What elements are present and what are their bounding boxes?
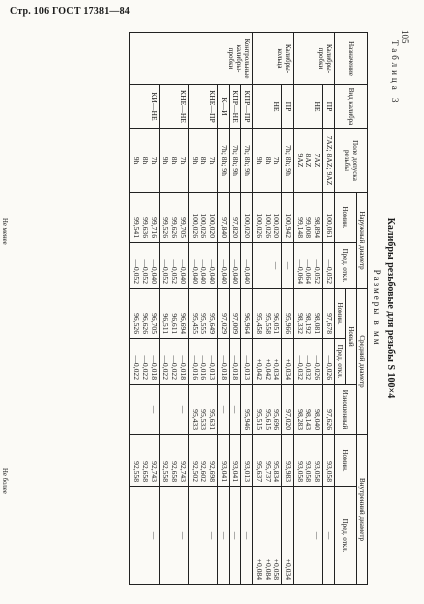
cell-o-nom: 100,020 100,026 100,026 xyxy=(188,193,217,243)
cell-i-nom: 93,058 xyxy=(323,435,335,487)
col-tolerance: Поле допуска резьбы xyxy=(334,129,367,193)
cell-m-nom: 96,964 xyxy=(241,289,253,339)
col-outer: Наружный диаметр xyxy=(356,193,367,289)
cell-o-dev: —0,040 xyxy=(241,243,253,289)
cell-m-wear: — xyxy=(229,385,241,435)
gauge-table xyxy=(129,32,368,585)
col-inner-nom: Номин. xyxy=(334,435,356,487)
cell-m-dev: +0,034 xyxy=(282,339,294,385)
cell-type: КИ—НЕ xyxy=(130,85,159,129)
cell-o-dev: — xyxy=(282,243,294,289)
group-label: Калибры-пробки xyxy=(293,33,334,85)
cell-o-nom: 100,061 xyxy=(323,193,335,243)
cell-type: НЕ xyxy=(253,85,282,129)
cell-o-nom: 99,716 99,636 99,541 xyxy=(130,193,159,243)
cell-i-nom: 93,041 xyxy=(217,435,229,487)
table-title: Калибры резьбовые для резьбы S 100×4 xyxy=(385,217,396,399)
rotated-table-page xyxy=(1,28,412,588)
table-header xyxy=(334,33,367,585)
cell-type: НЕ xyxy=(293,85,322,129)
cell-tol: 7h 8h 9h xyxy=(130,129,159,193)
cell-o-nom: 100,020 xyxy=(241,193,253,243)
table-row xyxy=(253,33,282,585)
table-row xyxy=(217,33,229,585)
cell-o-nom: 97,820 xyxy=(229,193,241,243)
cell-m-nom: 95,649 95,555 95,455 xyxy=(188,289,217,339)
cell-m-dev: —0,018 xyxy=(229,339,241,385)
group-label: Контрольные калибры-пробки xyxy=(130,33,253,85)
cell-type: К—И xyxy=(217,85,229,129)
cell-o-dev: —0,040 —0,052 —0,052 xyxy=(159,243,188,289)
cell-i-nom: 93,983 xyxy=(282,435,294,487)
cell-m-wear: 95,696 95,615 95,515 xyxy=(253,385,282,435)
cell-type: ПР xyxy=(282,85,294,129)
cell-i-dev: — xyxy=(323,487,335,585)
col-middle-nom: Номин. xyxy=(334,289,345,339)
cell-o-dev: —0,052 —0,064 —0,064 xyxy=(293,243,322,289)
page-header: Стр. 106 ГОСТ 17381—84 xyxy=(10,6,130,17)
col-type: Вид калибра xyxy=(334,85,367,129)
col-outer-dev: Пред. откл. xyxy=(334,243,356,289)
col-middle-wear: Изношенный xyxy=(334,385,356,435)
cell-m-nom: 97,009 xyxy=(229,289,241,339)
cell-m-wear: — xyxy=(159,385,188,435)
cell-type: КПР—ПР xyxy=(241,85,253,129)
cell-type: ПР xyxy=(323,85,335,129)
cell-m-wear: 98,040 98,143 98,283 xyxy=(293,385,322,435)
cell-o-dev: —0,040 —0,040 —0,040 xyxy=(188,243,217,289)
cell-m-nom: 97,678 xyxy=(323,289,335,339)
cell-tol: 7h 8h 9h xyxy=(159,129,188,193)
cell-m-wear: — xyxy=(217,385,229,435)
table-row xyxy=(241,33,253,585)
cell-tol: 7AZ 8AZ 9AZ xyxy=(293,129,322,193)
cell-o-nom: 98,894 99,008 99,148 xyxy=(293,193,322,243)
cell-i-nom: 93,058 93,058 93,058 xyxy=(293,435,322,487)
cell-type: КНЕ—НЕ xyxy=(159,85,188,129)
col-middle-dev: Пред. откл. xyxy=(334,339,345,385)
col-outer-nom: Номин. xyxy=(334,193,356,243)
cell-type: КПР—НЕ xyxy=(229,85,241,129)
cell-tol: 7AZ; 8AZ; 9AZ xyxy=(323,129,335,193)
cell-m-dev: —0,018 —0,022 —0,022 xyxy=(130,339,159,385)
cell-m-nom: 98,081 98,192 98,332 xyxy=(293,289,322,339)
table-row xyxy=(293,33,322,585)
col-middle-new: Новый xyxy=(345,289,356,385)
not-less-note: Не менее xyxy=(1,218,8,245)
col-inner-dev: Пред. откл. xyxy=(334,487,356,585)
cell-m-nom: 96,705 96,626 96,526 xyxy=(130,289,159,339)
cell-o-nom: 99,705 99,626 99,526 xyxy=(159,193,188,243)
cell-m-nom: 97,029 xyxy=(217,289,229,339)
cell-i-nom: 92,743 92,658 92,558 xyxy=(159,435,188,487)
table-row xyxy=(159,33,188,585)
cell-m-dev: —0,026 xyxy=(323,339,335,385)
table-label: Таблица 3 xyxy=(390,40,400,106)
cell-m-wear: — xyxy=(130,385,159,435)
cell-tol: 7h; 8h; 9h xyxy=(282,129,294,193)
cell-m-wear: 97,626 xyxy=(323,385,335,435)
cell-i-nom: 92,743 92,658 92,558 xyxy=(130,435,159,487)
page-number: 105 xyxy=(400,30,410,44)
cell-m-nom: 96,051 95,558 95,458 xyxy=(253,289,282,339)
table-row xyxy=(229,33,241,585)
not-more-note: Не более xyxy=(1,468,8,494)
cell-m-dev: —0,013 xyxy=(241,339,253,385)
table-row xyxy=(188,33,217,585)
cell-i-dev: — xyxy=(130,487,159,585)
cell-i-nom: 93,041 xyxy=(229,435,241,487)
cell-m-dev: —0,026 —0,032 —0,032 xyxy=(293,339,322,385)
cell-i-dev: +0,034 xyxy=(282,487,294,585)
cell-m-dev: —0,018 —0,022 —0,022 xyxy=(159,339,188,385)
cell-m-wear: 97,020 xyxy=(282,385,294,435)
cell-o-dev: — xyxy=(253,243,282,289)
cell-i-nom: 93,013 xyxy=(241,435,253,487)
cell-o-nom: 100,942 xyxy=(282,193,294,243)
cell-m-dev: —0,013 —0,016 —0,016 xyxy=(188,339,217,385)
cell-tol: 7h; 8h; 9h xyxy=(217,129,229,193)
table-subtitle: Размеры в мм xyxy=(372,269,382,347)
cell-i-dev: — xyxy=(217,487,229,585)
cell-o-dev: —0,040 —0,052 —0,052 xyxy=(130,243,159,289)
table-row xyxy=(130,33,159,585)
cell-i-dev: — xyxy=(159,487,188,585)
cell-o-dev: —0,040 xyxy=(217,243,229,289)
cell-tol: 7h; 8h; 9h xyxy=(229,129,241,193)
col-purpose: Назначение xyxy=(334,33,367,85)
cell-o-dev: —0,052 xyxy=(323,243,335,289)
col-middle: Средний диаметр xyxy=(356,289,367,435)
cell-tol: 7h; 8h; 9h xyxy=(241,129,253,193)
table-row xyxy=(282,33,294,585)
cell-tol: 7h 8h 9h xyxy=(253,129,282,193)
cell-o-nom: 97,840 xyxy=(217,193,229,243)
cell-i-nom: 92,698 92,602 92,502 xyxy=(188,435,217,487)
cell-m-wear: 95,946 xyxy=(241,385,253,435)
cell-m-dev: —0,018 xyxy=(217,339,229,385)
cell-m-wear: 95,631 95,533 95,433 xyxy=(188,385,217,435)
col-inner: Внутренний диаметр xyxy=(356,435,367,585)
cell-type: КНЕ—ПР xyxy=(188,85,217,129)
group-label: Калибры-кольца xyxy=(253,33,294,85)
cell-i-nom: 95,834 95,737 95,637 xyxy=(253,435,282,487)
cell-m-nom: 95,966 xyxy=(282,289,294,339)
cell-m-nom: 96,694 96,611 96,511 xyxy=(159,289,188,339)
cell-i-dev: — xyxy=(188,487,217,585)
cell-i-dev: — xyxy=(241,487,253,585)
table-row xyxy=(323,33,335,585)
cell-o-nom: 100,020 100,026 100,026 xyxy=(253,193,282,243)
cell-i-dev: — xyxy=(293,487,322,585)
cell-tol: 7h 8h 9h xyxy=(188,129,217,193)
cell-i-dev: +0,058 +0,084 +0,084 xyxy=(253,487,282,585)
cell-i-dev: — xyxy=(229,487,241,585)
cell-m-dev: +0,034 +0,042 +0,042 xyxy=(253,339,282,385)
cell-o-dev: —0,040 xyxy=(229,243,241,289)
